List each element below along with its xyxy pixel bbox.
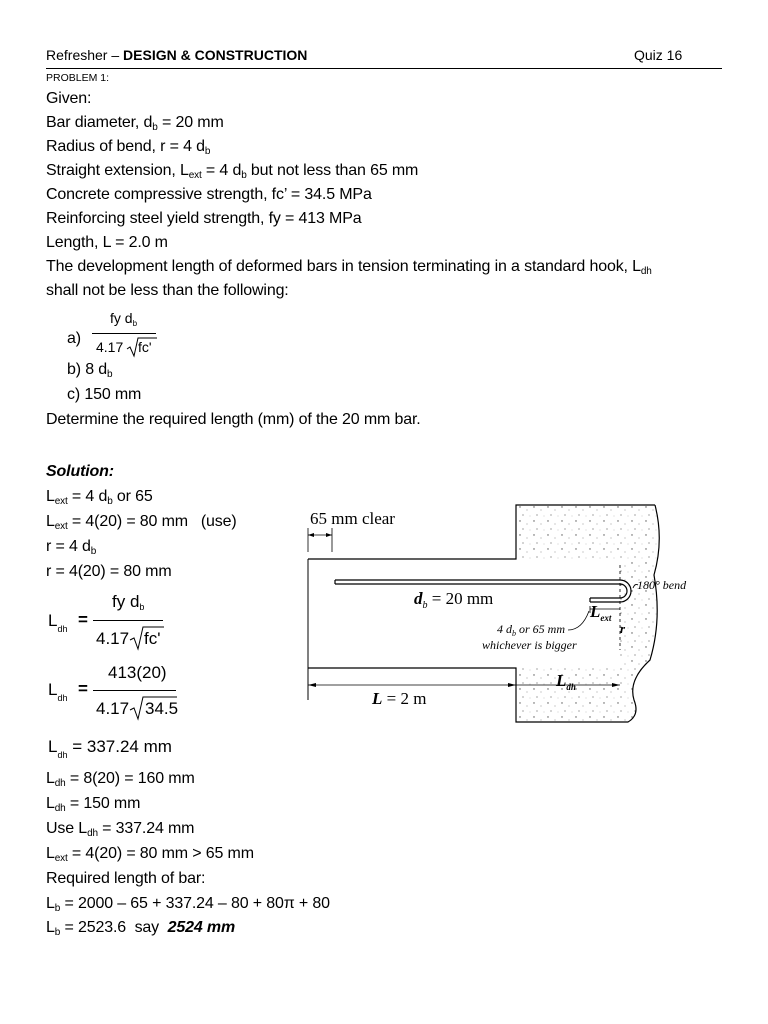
bend-label: 180° bend [637, 578, 687, 592]
sub: b [422, 600, 428, 611]
sub: ext [54, 521, 68, 532]
given-radius [46, 138, 210, 156]
formula-2-radicand: 34.5 [145, 699, 179, 718]
text: = 337.24 mm [97, 820, 195, 837]
text: = 150 mm [65, 795, 141, 812]
option-a-fraction-bar [92, 333, 156, 334]
given-steel: Reinforcing steel yield strength, fy = 413 MPa [46, 210, 362, 227]
option-a-label: a) [67, 330, 81, 347]
text: L [46, 919, 55, 936]
given-concrete: Concrete compressive strength, fc’ = 34.5 MPa [46, 186, 372, 203]
option-c [67, 386, 141, 404]
given-extension [46, 162, 418, 180]
sub: ext [54, 853, 68, 864]
sub: ext [600, 613, 612, 623]
text: = 2000 – 65 + 337.24 – 80 + 80π + 80 [60, 895, 330, 912]
sub: b [107, 369, 113, 380]
text: L [48, 737, 58, 756]
given-length: Length, L = 2.0 m [46, 234, 168, 251]
L-label [371, 689, 426, 708]
text: 8 d [85, 361, 108, 378]
solution-line-1 [46, 488, 153, 506]
text: r = 4 d [46, 538, 91, 555]
label: c) [67, 386, 81, 403]
text: fy d [110, 310, 133, 326]
sub: dh [54, 803, 66, 814]
formula-2-denominator: 4.17 [96, 699, 130, 718]
sub: b [54, 927, 61, 938]
text: Radius of bend, r = 4 d [46, 138, 205, 155]
sub: b [132, 319, 138, 328]
text: = 4(20) = 80 mm > 65 mm [67, 845, 254, 862]
text: or 65 [112, 488, 153, 505]
question: Determine the required length (mm) of the 20 mm bar. [46, 411, 421, 428]
text: = 4 d [67, 488, 108, 505]
db-label [414, 589, 493, 611]
formula-1-lhs [48, 611, 68, 634]
sub: ext [188, 170, 202, 181]
note-line-2: whichever is bigger [482, 638, 577, 652]
formula-3-result [48, 737, 172, 760]
sub: dh [54, 778, 66, 789]
text: = 2 m [382, 689, 427, 708]
text: d [414, 589, 423, 608]
L-arrow-left [308, 683, 316, 687]
text: L [556, 671, 567, 690]
sub: b [90, 546, 97, 557]
formula-1-numerator [112, 592, 144, 612]
solution-line-5 [46, 770, 195, 788]
solution-line-8 [46, 845, 254, 863]
note-line-1 [497, 622, 565, 638]
text: = 337.24 mm [67, 737, 172, 756]
lext-label [589, 602, 612, 623]
option-a-denominator: 4.17 [96, 339, 124, 355]
sub: b [204, 146, 211, 157]
solution-line-6 [46, 795, 140, 813]
sub: b [512, 629, 516, 638]
solution-line-7 [46, 820, 194, 838]
sub: dh [57, 624, 68, 634]
sub: dh [57, 693, 68, 703]
text: L [48, 611, 58, 630]
label: b) [67, 361, 81, 378]
clear-arrow-right [326, 533, 332, 537]
text: fy d [112, 592, 140, 611]
text: L [46, 895, 55, 912]
formula-2-lhs [48, 680, 68, 703]
sub: dh [57, 750, 68, 760]
sub: ext [54, 496, 68, 507]
sub: dh [640, 266, 652, 277]
formula-1-fraction-bar [93, 620, 163, 621]
text: = 8(20) = 160 mm [65, 770, 195, 787]
solution-title: Solution: [46, 463, 114, 480]
hook-diagram [300, 498, 687, 734]
text: = 2523.6 say [60, 919, 168, 936]
final-answer: 2524 mm [167, 919, 236, 936]
text: Straight extension, L [46, 162, 189, 179]
L-arrow-right [508, 683, 516, 687]
text: L [46, 770, 55, 787]
solution-line-4: r = 4(20) = 80 mm [46, 563, 172, 580]
sub: b [241, 170, 247, 181]
header-prefix: Refresher – [46, 47, 124, 63]
text: = 4(20) = 80 mm (use) [67, 513, 237, 530]
solution-line-3 [46, 538, 96, 556]
text: L [48, 680, 58, 699]
text: L [46, 513, 55, 530]
sub: dh [566, 682, 576, 692]
solution-line-10 [46, 895, 330, 913]
option-b [67, 361, 112, 379]
solution-line-2 [46, 513, 237, 531]
sub: b [139, 602, 145, 612]
sub: b [54, 903, 61, 914]
note-leader [568, 611, 589, 630]
text: = 4 d [201, 162, 242, 179]
given-statement-2: shall not be less than the following: [46, 282, 289, 299]
formula-1-eq: = [78, 610, 88, 629]
text: 150 mm [84, 386, 142, 403]
formula-2-fraction-bar [93, 690, 176, 691]
header-title [46, 47, 307, 63]
text: but not less than 65 mm [246, 162, 419, 179]
problem-label: PROBLEM 1: [46, 72, 110, 84]
text: or 65 mm [516, 622, 566, 636]
header-course: DESIGN & CONSTRUCTION [123, 47, 308, 63]
text: 4 d [497, 622, 512, 636]
option-a-radicand: fc' [138, 339, 152, 355]
text: = 20 mm [427, 589, 494, 608]
text: The development length of deformed bars in tension terminating in a standard hook, L [46, 258, 641, 275]
sub: dh [87, 828, 98, 839]
formula-2-eq: = [78, 679, 88, 698]
given-statement-1 [46, 258, 652, 276]
text: L [590, 602, 601, 621]
option-a-numerator [110, 310, 137, 326]
clear-arrow-left [308, 533, 314, 537]
text: = 20 mm [157, 114, 224, 131]
text: Bar diameter, d [46, 114, 153, 131]
formula-1-denominator: 4.17 [96, 629, 130, 648]
text: L [46, 795, 55, 812]
formula-1-radicand: fc' [144, 629, 161, 648]
solution-line-11 [46, 919, 235, 937]
solution-line-9: Required length of bar: [46, 870, 206, 887]
r-label: r [620, 621, 626, 636]
text: L [372, 689, 383, 708]
sub: b [107, 496, 113, 507]
quiz-number: Quiz 16 [634, 47, 683, 63]
given-bar-diameter [46, 114, 224, 132]
sub: b [152, 122, 158, 133]
clear-label: 65 mm clear [310, 509, 395, 528]
text: L [46, 845, 55, 862]
header-rule [46, 68, 722, 69]
text: Use L [46, 820, 88, 837]
given-title: Given: [46, 90, 92, 107]
formula-2-numerator: 413(20) [108, 663, 167, 682]
text: L [46, 488, 55, 505]
